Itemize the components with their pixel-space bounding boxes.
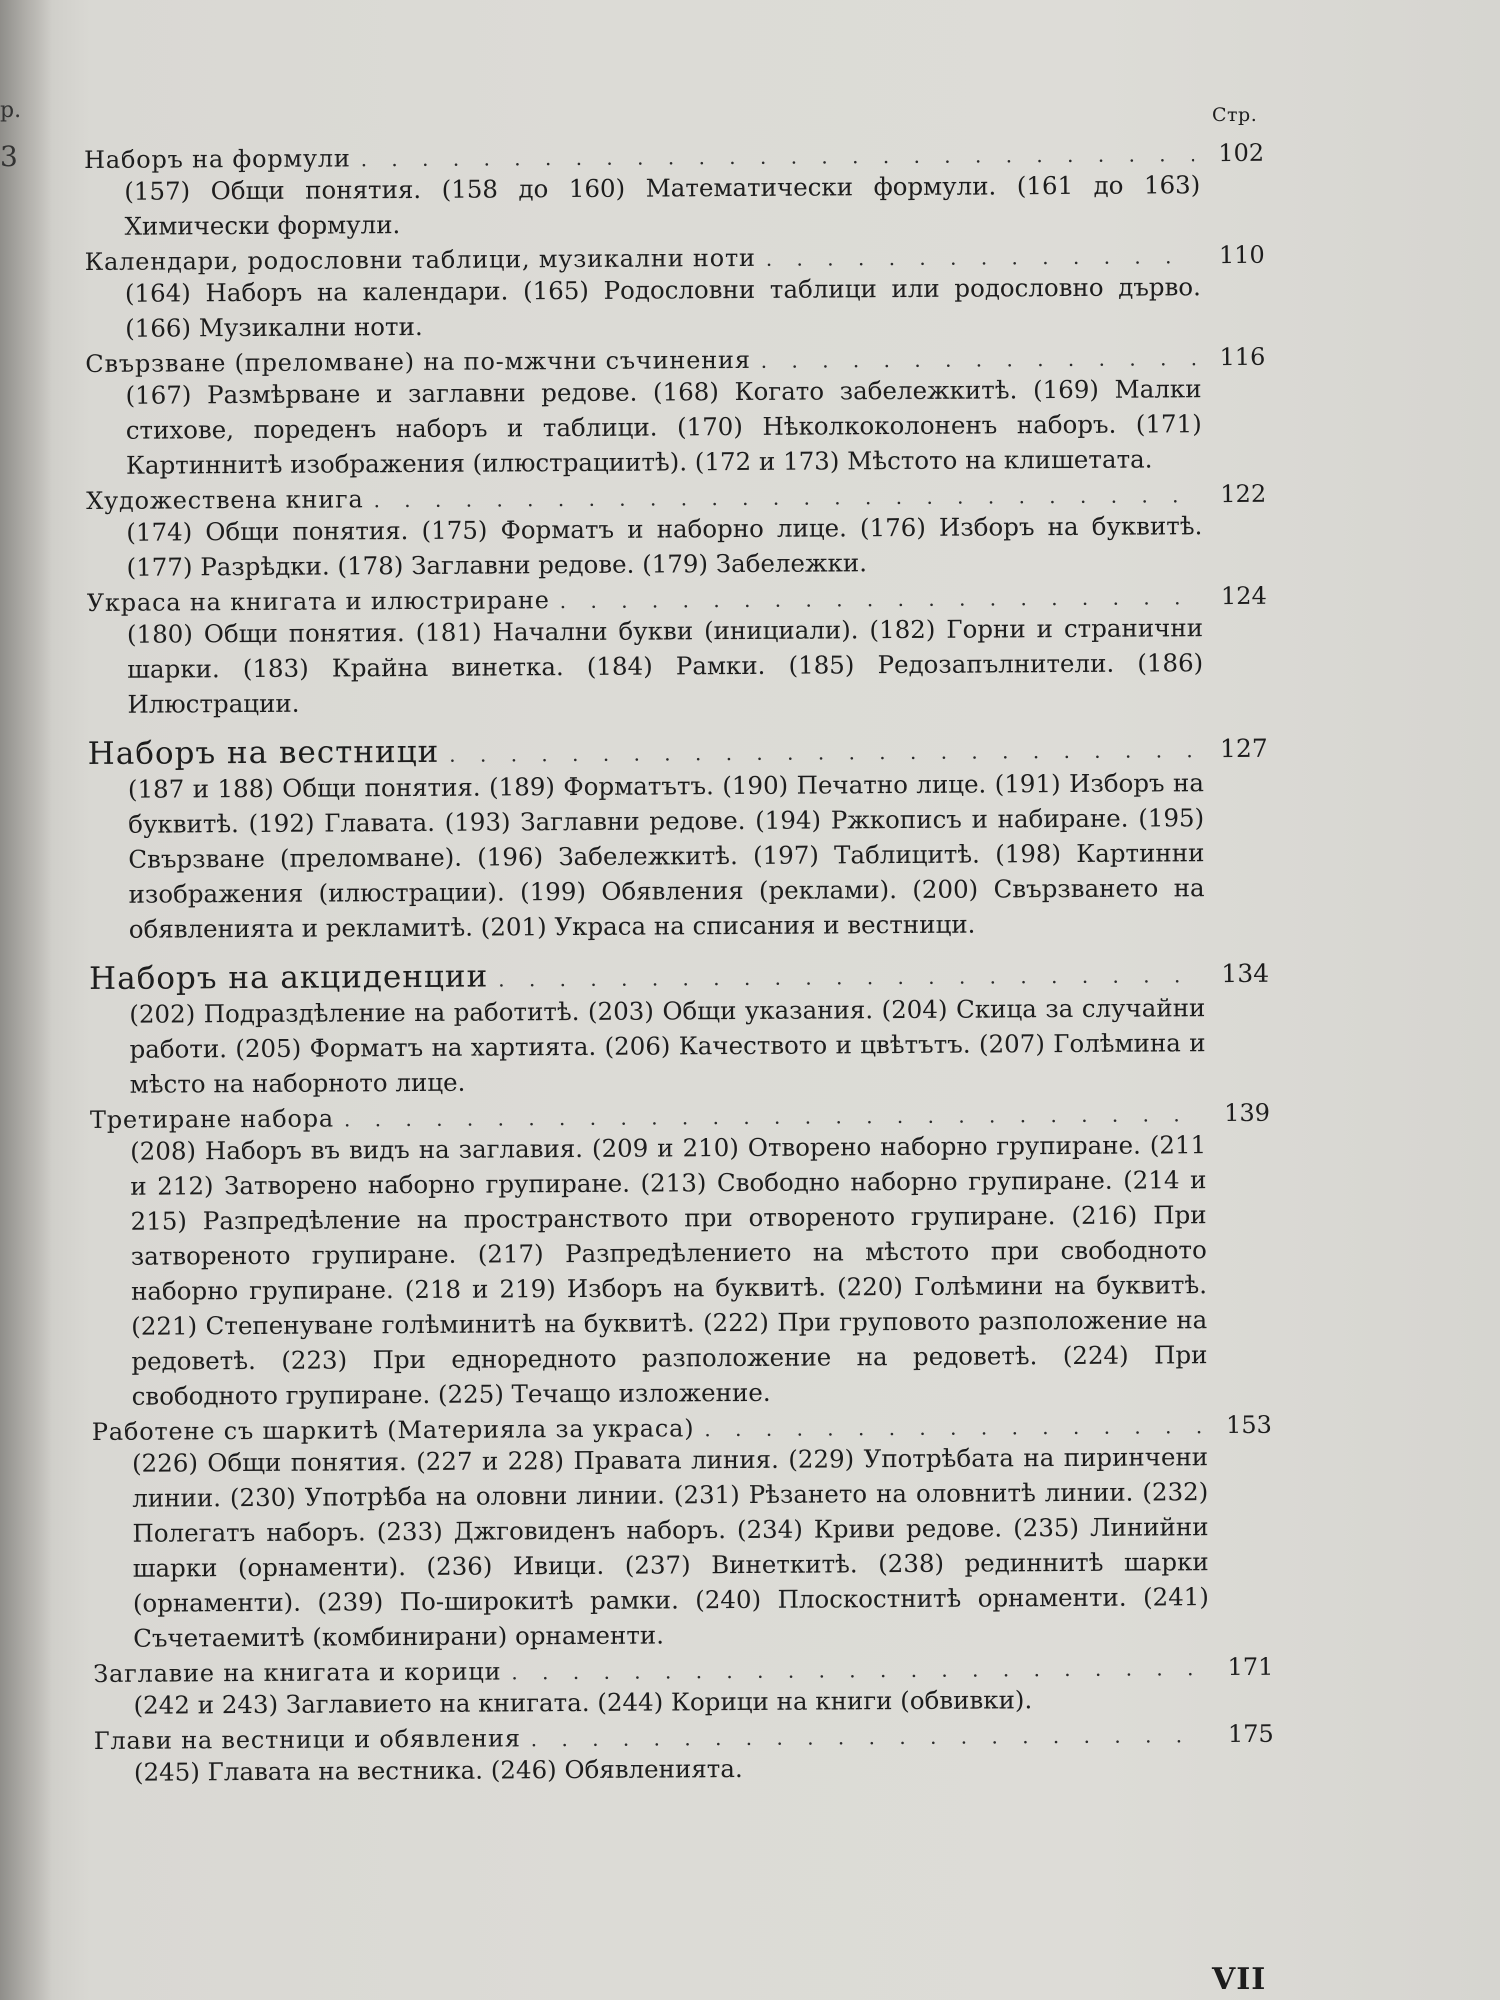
adjacent-page-edge xyxy=(0,0,52,2000)
toc-entry-page: 127 xyxy=(1219,733,1268,764)
toc-entry-detail: (242 и 243) Заглавието на книгата. (244) Корици на книги (обвивки). xyxy=(133,1685,1033,1720)
toc-entry-detail: (226) Общи понятия. (227 и 228) Правата линия. (229) Употрѣбата на пиринчени линии. (230) Употрѣба на оловни линии. (231) Рѣзането на оловнитѣ линии. (232) Полегатъ наборъ. (233) Джговиденъ наборъ. (234) Криви редове. (235) Линийни шарки (орнаменти). (236) Ивици. (237) Винеткитѣ. (238) рединнитѣ шарки (орнаменти). (239) По-широкитѣ рамки. (240) Плоскостнитѣ орнаменти. (241) Съчетаемитѣ (комбинирани) орнаменти. xyxy=(131,1442,1209,1653)
toc-entry-title: Работене съ шаркитѣ (Материяла за украса) xyxy=(91,1414,695,1446)
toc-entry xyxy=(93,1653,1273,1723)
dot-leader xyxy=(511,1656,1203,1684)
toc-entry xyxy=(92,1411,1273,1656)
toc-entry-page: 171 xyxy=(1227,1652,1274,1682)
toc-entry-title: Третиране набора xyxy=(89,1104,335,1134)
toc-entry-page: 116 xyxy=(1219,342,1266,372)
dot-leader xyxy=(704,1414,1202,1441)
toc-entry-title: Глави на вестници и обявления xyxy=(93,1724,521,1755)
toc-entry-title: Наборъ на акциденции xyxy=(89,958,489,997)
page-number: VII xyxy=(1212,1962,1267,1997)
toc-entry-title: Художествена книга xyxy=(86,485,364,515)
toc-entry-title: Свързване (преломване) на по-мжчни съчинения xyxy=(85,345,751,378)
toc-entry-detail: (167) Размѣрване и заглавни редове. (168) Когато забележкитѣ. (169) Малки стихове, пореденъ наборъ и таблици. (170) Нѣколкоколоненъ наборъ. (171) Картиннитѣ изображения (илюстрациитѣ). (172 и 173) Мѣстото на клишетата. xyxy=(125,374,1202,480)
edge-glyph-top: р. xyxy=(0,98,22,123)
page-column-header: Стр. xyxy=(1212,104,1258,126)
toc-entry xyxy=(90,1099,1272,1414)
toc-entry-page: 175 xyxy=(1227,1719,1274,1749)
toc-entry-title: Календари, родословни таблици, музикални ноти xyxy=(84,243,756,276)
toc-entry xyxy=(94,1720,1274,1790)
toc-entry-detail: (245) Главата на вестника. (246) Обявленията. xyxy=(133,1754,743,1787)
dot-leader xyxy=(498,963,1199,991)
toc-entry xyxy=(89,954,1270,1102)
toc-entry xyxy=(84,139,1265,244)
toc-entry-title: Заглавие на книгата и корици xyxy=(93,1657,502,1688)
toc-entry xyxy=(86,480,1267,585)
toc-entry-title: Украса на книгата и илюстриране xyxy=(86,586,550,617)
toc-entry-detail: (157) Общи понятия. (158 до 160) Математически формули. (161 до 163) Химически формули. xyxy=(124,170,1201,241)
dot-leader xyxy=(761,346,1196,373)
dot-leader xyxy=(361,142,1195,171)
toc-entry xyxy=(88,729,1269,947)
toc-entry-page: 102 xyxy=(1218,138,1265,168)
dot-leader xyxy=(373,483,1196,512)
toc-entry-detail: (202) Подраздѣление на работитѣ. (203) Общи указания. (204) Скица за случайни работи. (205) Форматъ на хартията. (206) Качеството и цвѣтътъ. (207) Голѣмина и мѣсто на наборното лице. xyxy=(129,993,1206,1099)
dot-leader xyxy=(560,585,1197,613)
toc-entry-page: 153 xyxy=(1225,1410,1272,1440)
toc-entry-page: 110 xyxy=(1218,240,1265,270)
edge-glyph-mid: 3 xyxy=(0,140,18,173)
toc-entry-page: 124 xyxy=(1220,581,1267,611)
toc-entry-detail: (164) Наборъ на календари. (165) Родословни таблици или родословно дърво. (166) Музикални ноти. xyxy=(124,272,1201,343)
toc-entry-page: 122 xyxy=(1220,479,1267,509)
toc-entry-page: 134 xyxy=(1221,958,1270,989)
toc-entry-title: Наборъ на формули xyxy=(84,144,351,174)
dot-leader xyxy=(766,244,1195,271)
toc-entry-title: Наборъ на вестници xyxy=(87,733,440,772)
toc-entry-detail: (187 и 188) Общи понятия. (189) Форматътъ. (190) Печатно лице. (191) Изборъ на буквитѣ. (192) Главата. (193) Заглавни редове. (194) Ржкописъ и набиране. (195) Свързване (преломване). (196) Забележкитѣ. (197) Таблицитѣ. (198) Картинни изображения (илюстрации). (199) Обявления (реклами). (200) Свързването на обявленията и рекламитѣ. (201) Украса на списания и вестници. xyxy=(127,768,1205,944)
dot-leader xyxy=(531,1723,1204,1751)
toc-entry-page: 139 xyxy=(1224,1098,1271,1128)
toc-entry xyxy=(85,241,1266,346)
toc-entry-detail: (180) Общи понятия. (181) Начални букви (инициали). (182) Горни и странични шарки. (183) Крайна винетка. (184) Рамки. (185) Редозапълнители. (186) Илюстрации. xyxy=(126,613,1204,719)
dot-leader xyxy=(449,738,1198,767)
toc-entry-detail: (174) Общи понятия. (175) Форматъ и наборно лице. (176) Изборъ на буквитѣ. (177) Разрѣдки. (178) Заглавни редове. (179) Забележки. xyxy=(126,511,1203,582)
toc-entry-detail: (208) Наборъ въ видъ на заглавия. (209 и 210) Отворено наборно групиране. (211 и 212) Затворено наборно групиране. (213) Свободно наборно групиране. (214 и 215) Разпредѣление на пространството при отвореното групиране. (216) При затвореното групиране. (217) Разпредѣлението на мѣстото при свободното наборно групиране. (218 и 219) Изборъ на буквитѣ. (220) Голѣмини на буквитѣ. (221) Степенуване голѣминитѣ на буквитѣ. (222) При груповото разположение на редоветѣ. (223) При еднoредното разположение на редоветѣ. (224) При свободното групиране. (225) Течащо изложение. xyxy=(130,1130,1208,1411)
toc-entry xyxy=(85,343,1266,483)
table-of-contents xyxy=(84,135,1274,1790)
toc-entry xyxy=(87,582,1268,722)
